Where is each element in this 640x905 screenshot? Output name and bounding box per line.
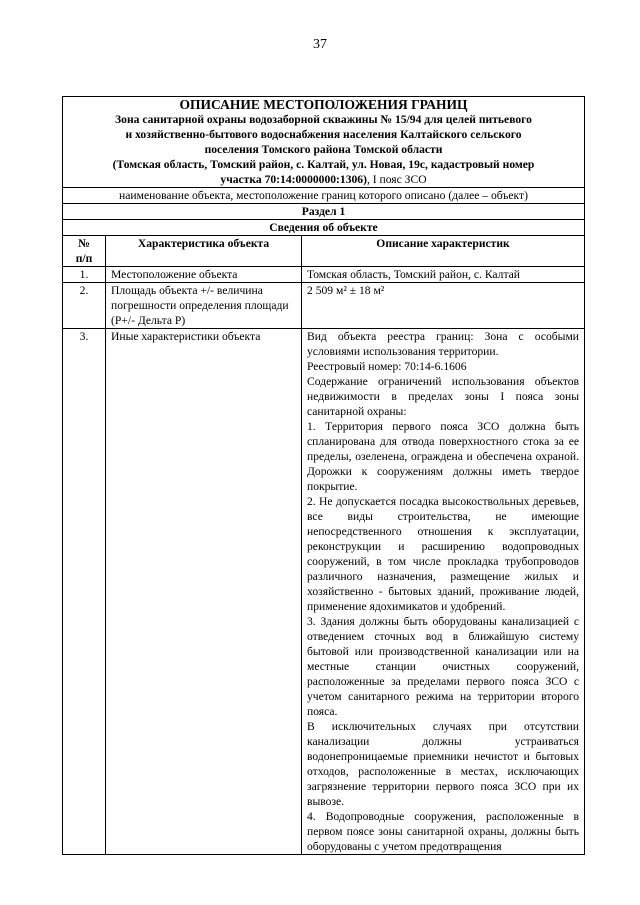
description-paragraph: 4. Водопроводные сооружения, расположенные в первом поясе зоны санитарной охраны, должны быть оборудованы с учетом предотвращения xyxy=(307,810,580,853)
document-title xyxy=(63,97,585,188)
description-paragraph: Содержание ограничений использования объектов недвижимости в пределах зоны I пояса зоны санитарной охраны: xyxy=(307,375,580,418)
title-row xyxy=(63,97,585,188)
description-paragraph: 2. Не допускается посадка высокоствольных деревьев, все виды строительства, не имеющие непосредственного отношения к эксплуатации, реконструкции и расширению водопроводных сооружений, в том числе прокладка трубопроводов различного назначения, размещение жилых и хозяйственно - бытовых зданий, проживание людей, применение ядохимикатов и удобрений. xyxy=(307,495,580,613)
section-title: Раздел 1 xyxy=(63,204,585,220)
column-header-description: Описание характеристик xyxy=(302,236,585,267)
row-characteristic: Площадь объекта +/- величина погрешности определения площади (Р+/- Дельта Р) xyxy=(106,283,302,329)
title-line-5 xyxy=(68,172,579,187)
title-line-4: (Томская область, Томский район, с. Калтай, ул. Новая, 19с, кадастровый номер xyxy=(112,158,535,171)
object-caption: наименование объекта, местоположение границ которого описано (далее – объект) xyxy=(63,188,585,204)
caption-row xyxy=(63,188,585,204)
table-row xyxy=(63,329,585,855)
row-characteristic: Местоположение объекта xyxy=(106,267,302,283)
description-table xyxy=(62,96,585,855)
title-line-1: Зона санитарной охраны водозаборной скважины № 15/94 для целей питьевого xyxy=(115,113,532,126)
description-paragraph: 1. Территория первого пояса ЗСО должна быть спланирована для отвода поверхностного стока за ее пределы, озеленена, ограждена и обеспечена охраной. Дорожки к сооружениям должны иметь твердое покрытие. xyxy=(307,420,580,493)
subsection-row xyxy=(63,220,585,236)
page-number: 37 xyxy=(313,37,327,52)
subsection-title: Сведения об объекте xyxy=(63,220,585,236)
description-paragraph: 3. Здания должны быть оборудованы канализацией с отведением сточных вод в ближайшую систему бытовой или производственной канализации или на местные станции очистных сооружений, расположенные за пределами первого пояса ЗСО с учетом санитарного режима на территории второго пояса. xyxy=(307,615,580,718)
column-header-characteristic: Характеристика объекта xyxy=(106,236,302,267)
table-header-row xyxy=(63,236,585,267)
table-row xyxy=(63,283,585,329)
description-paragraph: Вид объекта реестра границ: Зона с особыми условиями использования территории. xyxy=(307,330,580,358)
section-row xyxy=(63,204,585,220)
title-line-2: и хозяйственно-бытового водоснабжения населения Калтайского сельского xyxy=(125,128,522,141)
description-paragraph: Реестровый номер: 70:14-6.1606 xyxy=(307,360,467,373)
row-number: 2. xyxy=(63,283,106,329)
row-description xyxy=(302,329,585,855)
zone-belt: , I пояс ЗСО xyxy=(366,173,427,186)
cadastral-number: участка 70:14:0000000:1306) xyxy=(220,173,367,186)
table-row xyxy=(63,267,585,283)
title-heading: ОПИСАНИЕ МЕСТОПОЛОЖЕНИЯ ГРАНИЦ xyxy=(179,97,468,112)
column-header-number-line2: п/п xyxy=(75,252,93,265)
row-number: 1. xyxy=(63,267,106,283)
row-characteristic: Иные характеристики объекта xyxy=(106,329,302,855)
title-line-3: поселения Томского района Томской области xyxy=(204,143,443,156)
row-description: Томская область, Томский район, с. Калтай xyxy=(302,267,585,283)
description-paragraph: В исключительных случаях при отсутствии канализации должны устраиваться водонепроницаемые приемники нечистот и бытовых отходов, расположенные в местах, исключающих загрязнение территории первого пояса ЗСО при их вывозе. xyxy=(307,720,580,808)
column-header-number xyxy=(63,236,106,267)
row-description: 2 509 м² ± 18 м² xyxy=(302,283,585,329)
column-header-number-line1: № xyxy=(78,237,90,250)
row-number: 3. xyxy=(63,329,106,855)
